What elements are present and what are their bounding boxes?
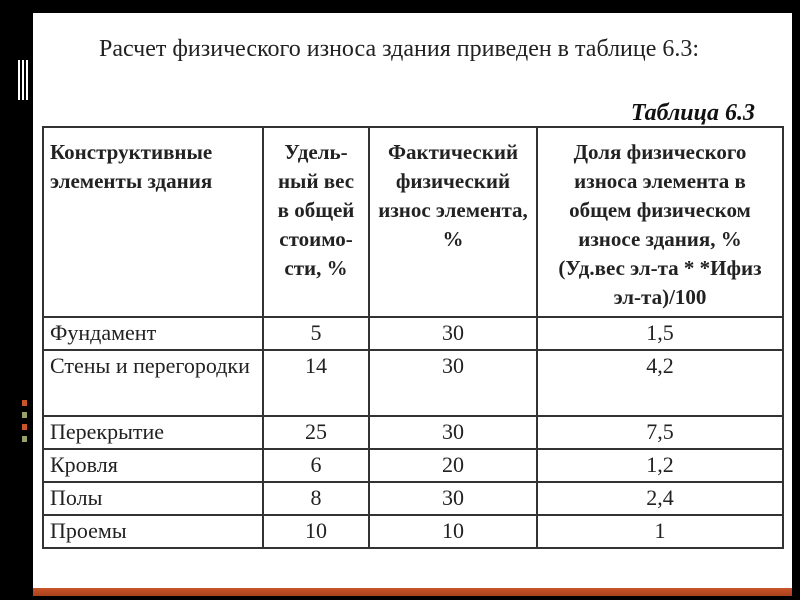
cell-element: Полы [43,482,263,515]
cell-wear: 30 [369,317,537,350]
decoration-square [22,436,27,442]
decoration-square [22,424,27,430]
table-row [43,350,783,416]
table-caption: Таблица 6.3 [630,100,755,126]
cell-element: Перекрытие [43,416,263,449]
decoration-square [22,412,27,418]
cell-weight: 5 [263,317,369,350]
cell-weight: 6 [263,449,369,482]
cell-element: Проемы [43,515,263,548]
table-row [43,317,783,350]
decoration-square [22,400,27,406]
column-header-share: Доля физического износа элемента в общем физическом износе здания, % (Уд.вес эл-та * *Ифиз эл-та)/100 [537,127,783,317]
cell-wear: 20 [369,449,537,482]
column-header-weight: Удель-ный вес в общей стоимо-сти, % [263,127,369,317]
cell-element: Стены и перегородки [43,350,263,416]
cell-share: 1,5 [537,317,783,350]
left-decoration-lines [18,60,28,100]
table-row [43,515,783,548]
cell-wear: 30 [369,350,537,416]
cell-element: Фундамент [43,317,263,350]
table-header-row [43,127,783,317]
cell-weight: 10 [263,515,369,548]
cell-share: 2,4 [537,482,783,515]
cell-wear: 10 [369,515,537,548]
cell-wear: 30 [369,482,537,515]
table-row [43,416,783,449]
cell-weight: 14 [263,350,369,416]
cell-element: Кровля [43,449,263,482]
table-row [43,449,783,482]
table-row [43,482,783,515]
cell-weight: 8 [263,482,369,515]
cell-wear: 30 [369,416,537,449]
intro-text: Расчет физического износа здания приведен в таблице 6.3: [99,36,700,62]
bottom-accent-bar [33,588,792,596]
cell-share: 1 [537,515,783,548]
column-header-element: Конструктивные элементы здания [43,127,263,317]
cell-share: 7,5 [537,416,783,449]
column-header-wear: Фактический физический износ элемента, % [369,127,537,317]
cell-share: 1,2 [537,449,783,482]
cell-weight: 25 [263,416,369,449]
wear-table [42,126,784,549]
cell-share: 4,2 [537,350,783,416]
